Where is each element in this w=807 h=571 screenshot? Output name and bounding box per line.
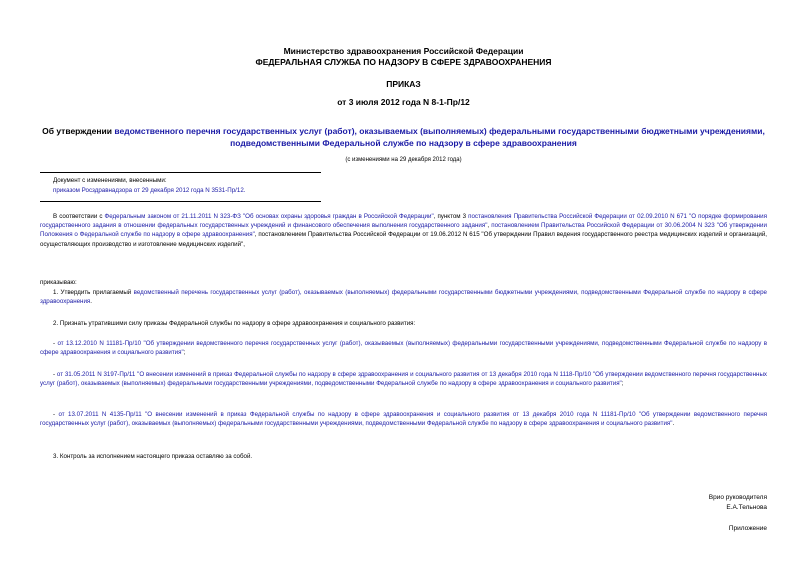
amendments-link[interactable]: приказом Росздравнадзора от 29 декабря 2012 года N 3531-Пр/12. [53, 187, 246, 194]
repealed-item-1-dash: - [53, 340, 58, 347]
divider-top [40, 172, 321, 173]
repealed-item-2-link[interactable]: от 31.05.2011 N 3197-Пр/11 "О внесении изменений в приказ Федеральной службы по надзору в сфере здравоохранения и социального развития от 13 декабря 2010 года N 1118-Пр/10 "Об утверждении ведомственного перечня государственных услуг (работ), оказываемых (выполняемых) федеральными государственными учреждениями, подведомственными Федеральной службе по надзору в сфере здравоохранения и социального развития" [40, 371, 767, 388]
preamble-text-4: , постановлением Правительства Российской Федерации от 19.06.2012 N 615 "Об утверждении Правил ведения государственного реестра медицинских изделий и организаций, осуществляющих производство и изготовление медицинских изделий", [40, 231, 768, 248]
signature-name: Е.А.Тельнова [726, 504, 767, 511]
doc-date-number: от 3 июля 2012 года N 8-1-Пр/12 [337, 97, 470, 107]
law-323-link[interactable]: Федеральным законом от 21.11.2011 N 323-ФЗ "Об основах охраны здоровья граждан в Российской Федерации" [104, 213, 434, 220]
appendix-label: Приложение [728, 525, 767, 532]
preamble-text-1: В соответствии с [53, 213, 105, 220]
repealed-item-1-link[interactable]: от 13.12.2010 N 11181-Пр/10 "Об утверждении ведомственного перечня государственных услуг (работ), оказываемых (выполняемых) федеральными государственными учреждениями, подведомственными Федеральной службе по надзору в сфере здравоохранения и социального развития" [40, 340, 767, 357]
signature-position: Врио руководителя [708, 494, 767, 501]
item-1 [40, 288, 767, 306]
preamble-text-2: , пунктом 3 [433, 213, 469, 220]
item-3 [40, 452, 767, 461]
order-word: приказываю: [40, 279, 77, 286]
document-title [40, 125, 767, 149]
doc-type: ПРИКАЗ [386, 79, 421, 89]
repealed-item-3-end: . [672, 420, 675, 428]
item-3-text: 3. Контроль за исполнением настоящего приказа оставляю за собой. [53, 453, 253, 460]
item-2-text: 2. Признать утратившими силу приказы Федеральной службы по надзору в сфере здравоохранения и социального развития: [53, 320, 416, 327]
repealed-item-2 [40, 370, 767, 388]
revision-note: (с изменениями на 29 декабря 2012 года) [345, 157, 462, 163]
repealed-item-1-end: ; [183, 349, 186, 357]
decree-671-link[interactable]: постановления Правительства Российской Федерации от 02.09.2010 N 671 "О порядке формирования государственного задания в отношении федеральных государственных учреждений и финансового обеспечения выполнения государственного задания" [40, 213, 767, 230]
title-prefix: Об утверждении [42, 126, 115, 136]
repealed-item-3 [40, 410, 767, 428]
ministry-name: Министерство здравоохранения Российской Федерации [283, 46, 524, 56]
item-1-text: 1. Утвердить прилагаемый [53, 289, 134, 296]
preamble-paragraph [40, 212, 767, 249]
repealed-item-2-dash: - [53, 371, 57, 378]
divider-bottom [40, 201, 321, 202]
amendments-label: Документ с изменениями, внесенными: [53, 177, 167, 184]
service-name: ФЕДЕРАЛЬНАЯ СЛУЖБА ПО НАДЗОРУ В СФЕРЕ ЗДРАВООХРАНЕНИЯ [255, 57, 552, 67]
repealed-item-3-link[interactable]: от 13.07.2011 N 4135-Пр/11 "О внесении изменений в приказ Федеральной службы по надзору в сфере здравоохранения и социального развития от 13 декабря 2010 года N 11181-Пр/10 "Об утверждении ведомственного перечня государственных услуг (работ), оказываемых (выполняемых) федеральными государственными учреждениями, подведомственными Федеральной службе по надзору в сфере здравоохранения и социального развития" [40, 411, 767, 428]
preamble-text-3: , [487, 222, 492, 230]
item-1-link[interactable]: ведомственный перечень государственных услуг (работ), оказываемых (выполняемых) федеральными государственными бюджетными учреждениями, подведомственными Федеральной службе по надзору в сфере здравоохранения [40, 289, 767, 306]
decree-323-link[interactable]: постановлением Правительства Российской Федерации от 30.06.2004 N 323 "Об утверждении Положения о Федеральной службе по надзору в сфере здравоохранения" [40, 222, 767, 239]
repealed-item-2-end: ; [621, 380, 624, 388]
title-link[interactable]: ведомственного перечня государственных услуг (работ), оказываемых (выполняемых) федеральными государственными бюджетными учреждениями, подведомственными Федеральной службе по надзору в сфере здравоохранения [114, 126, 765, 148]
repealed-item-3-dash: - [53, 411, 59, 418]
item-1-end: . [90, 298, 93, 306]
item-2 [40, 319, 767, 328]
repealed-item-1 [40, 339, 767, 357]
